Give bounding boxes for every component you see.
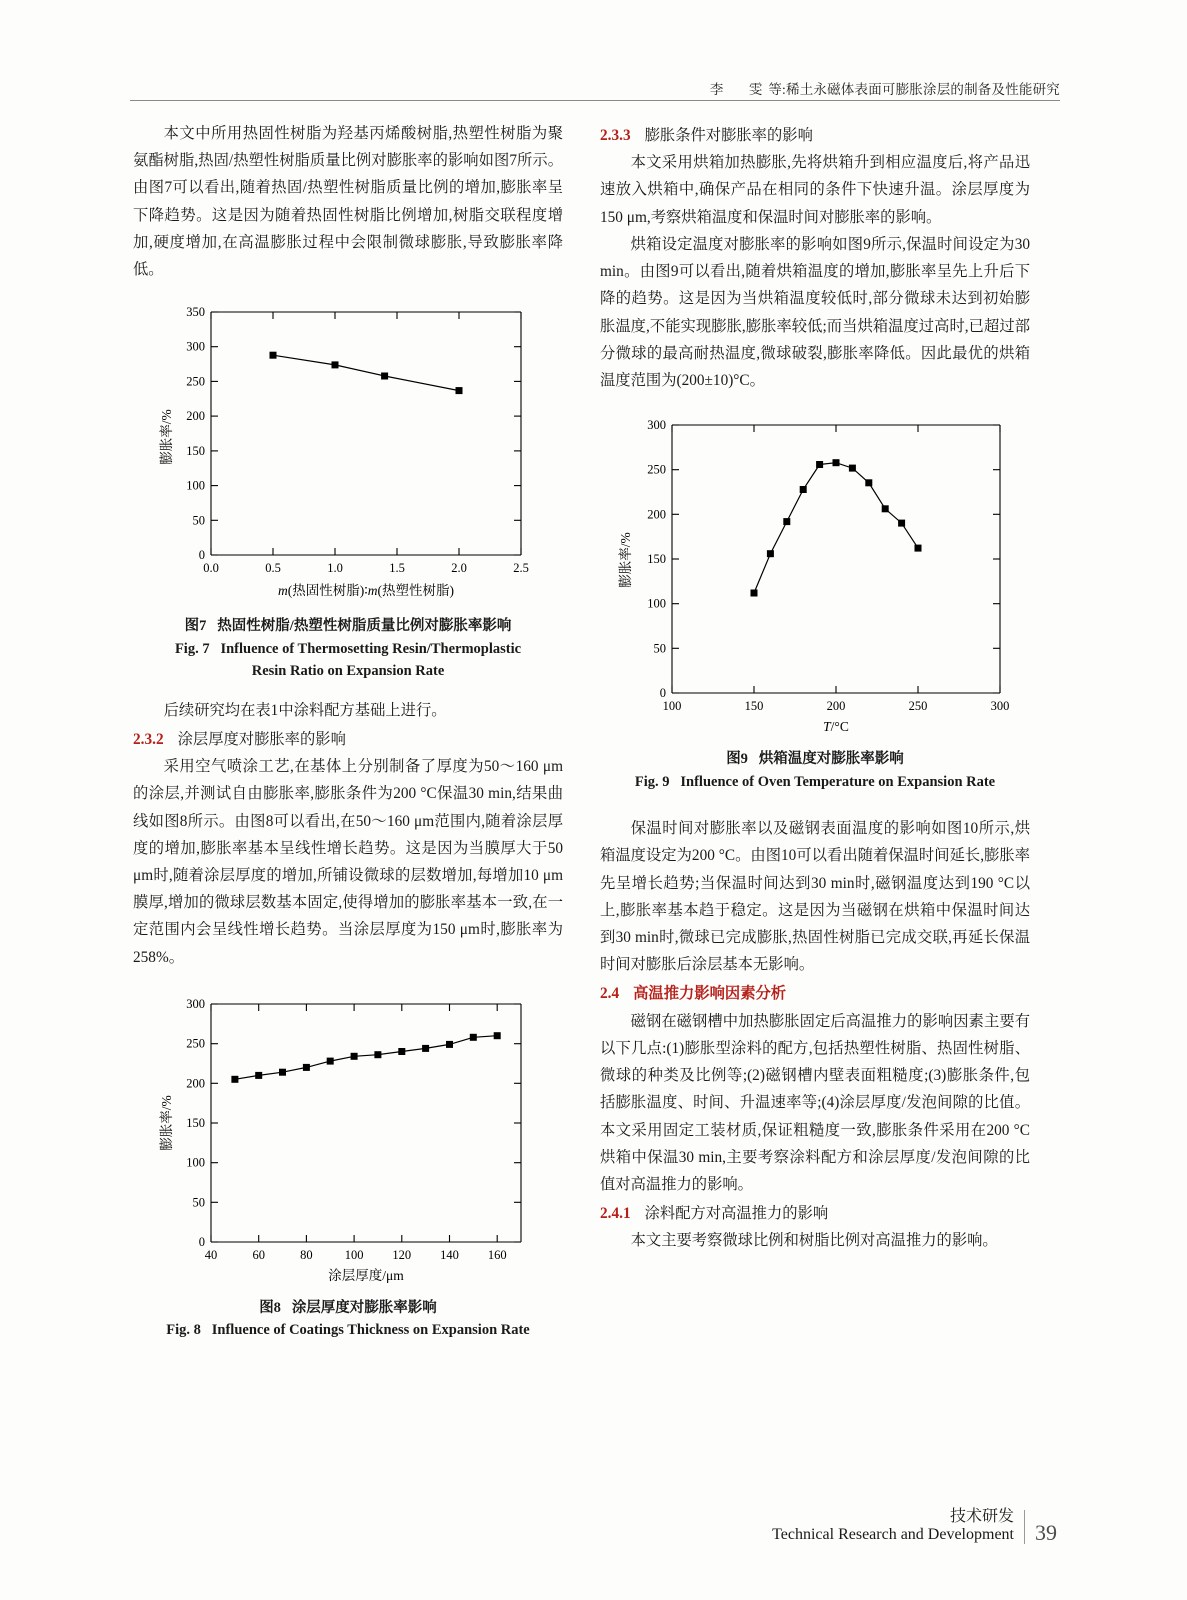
figure-9-caption-cn-num: 图9 xyxy=(726,751,748,768)
figure-9-chart xyxy=(600,410,1030,740)
figure-7-caption-cn-num: 图7 xyxy=(184,618,207,635)
figure-9 xyxy=(600,410,1030,740)
svg-text:1.0: 1.0 xyxy=(327,561,343,576)
svg-text:200: 200 xyxy=(647,507,666,522)
svg-text:100: 100 xyxy=(186,1155,205,1170)
svg-text:300: 300 xyxy=(990,699,1010,714)
right-column xyxy=(600,120,1030,1255)
svg-text:2.5: 2.5 xyxy=(513,561,529,576)
svg-text:300: 300 xyxy=(186,996,205,1011)
svg-text:60: 60 xyxy=(252,1247,265,1262)
svg-text:120: 120 xyxy=(392,1247,412,1262)
paragraph-holding-time: 保温时间对膨胀率以及磁钢表面温度的影响如图10所示,烘箱温度设定为200 °C。由图10可以看出随着保温时间延长,膨胀率先呈增长趋势;当保温时间达到30 min时,磁钢温度达到190 °C以上,膨胀率基本趋于稳定。这是因为当磁钢在烘箱中保温时间达到30 min时,微球已完成膨胀,热固性树脂已完成交联,再延长保温时间对膨胀后涂层基本无影响。 xyxy=(600,820,1030,974)
svg-text:100: 100 xyxy=(344,1247,364,1262)
paragraph-oven-temperature: 烘箱设定温度对膨胀率的影响如图9所示,保温时间设定为30 min。由图9可以看出,随着烘箱温度的增加,膨胀率呈先上升后下降的趋势。这是因为当烘箱温度较低时,部分微球未达到初始膨胀温度,不能实现膨胀,膨胀率较低;而当烘箱温度过高时,已超过部分微球的最高耐热温度,微球破裂,膨胀率降低。因此最优的烘箱温度范围为(200±10)°C。 xyxy=(600,235,1030,389)
svg-text:T/°C: T/°C xyxy=(823,719,849,735)
svg-text:80: 80 xyxy=(300,1247,313,1262)
svg-text:膨胀率/%: 膨胀率/% xyxy=(159,1095,174,1151)
svg-text:140: 140 xyxy=(440,1247,459,1262)
svg-text:150: 150 xyxy=(744,699,764,714)
svg-text:膨胀率/%: 膨胀率/% xyxy=(618,532,633,588)
page-footer xyxy=(772,1503,1057,1544)
svg-text:m(热固性树脂)∶m(热塑性树脂): m(热固性树脂)∶m(热塑性树脂) xyxy=(277,583,455,599)
svg-text:0.5: 0.5 xyxy=(265,561,281,576)
paragraph-formula-basis: 后续研究均在表1中涂料配方基础上进行。 xyxy=(163,701,447,719)
svg-text:50: 50 xyxy=(653,641,666,656)
figure-8-caption-cn: 涂层厚度对膨胀率影响 xyxy=(291,1299,437,1316)
figure-8 xyxy=(133,989,563,1289)
left-column xyxy=(133,120,563,1342)
svg-text:膨胀率/%: 膨胀率/% xyxy=(159,409,174,466)
svg-text:250: 250 xyxy=(908,699,928,714)
svg-text:1.5: 1.5 xyxy=(389,561,405,576)
svg-text:300: 300 xyxy=(647,418,666,433)
figure-7-caption-cn: 热固性树脂/热塑性树脂质量比例对膨胀率影响 xyxy=(217,618,512,635)
svg-text:250: 250 xyxy=(186,374,205,389)
section-2-4-1-number: 2.4.1 xyxy=(600,1205,631,1223)
section-2-3-2-title: 涂层厚度对膨胀率的影响 xyxy=(177,730,346,748)
svg-text:200: 200 xyxy=(826,699,846,714)
svg-text:150: 150 xyxy=(186,444,205,459)
footer-divider xyxy=(1024,1510,1025,1544)
svg-text:0: 0 xyxy=(659,686,666,701)
figure-9-caption-cn: 烘箱温度对膨胀率影响 xyxy=(758,751,904,768)
figure-8-caption-cn-num: 图8 xyxy=(259,1299,281,1316)
paragraph-coating-thickness: 采用空气喷涂工艺,在基体上分别制备了厚度为50～160 μm的涂层,并测试自由膨胀率,膨胀条件为200 °C保温30 min,结果曲线如图8所示。由图8可以看出,在50～160 μm范围内,随着涂层厚度的增加,膨胀率基本呈线性增长趋势。这是因为当膜厚大于50 μm时,随着涂层厚度的增加,所铺设微球的层数增加,每增加10 μm膜厚,增加的微球层数基本固定,使得增加的膨胀率基本一致,在一定范围内会呈线性增长趋势。当涂层厚度为150 μm时,膨胀率为258%。 xyxy=(133,758,563,966)
figure-8-caption-en: Influence of Coatings Thickness on Expansion Rate xyxy=(211,1322,530,1339)
footer-section-cn: 技术研发 xyxy=(949,1508,1014,1525)
figure-8-caption-en-num: Fig. 8 xyxy=(166,1322,201,1339)
figure-7-caption-en-line1: Influence of Thermosetting Resin/Thermoplastic xyxy=(220,640,522,657)
svg-text:50: 50 xyxy=(192,1195,205,1210)
svg-text:350: 350 xyxy=(186,305,205,320)
svg-text:2.0: 2.0 xyxy=(451,561,467,576)
svg-text:涂层厚度/μm: 涂层厚度/μm xyxy=(328,1267,404,1283)
svg-text:100: 100 xyxy=(186,478,205,493)
running-header xyxy=(130,78,1060,98)
section-2-4-title: 高温推力影响因素分析 xyxy=(633,985,787,1003)
svg-text:150: 150 xyxy=(647,552,666,567)
svg-text:40: 40 xyxy=(204,1247,218,1262)
section-2-3-3-title: 膨胀条件对膨胀率的影响 xyxy=(644,127,813,144)
paragraph-formula-thrust: 本文主要考察微球比例和树脂比例对高温推力的影响。 xyxy=(630,1232,998,1250)
section-2-3-3 xyxy=(600,122,1030,149)
figure-9-caption xyxy=(600,748,1030,793)
section-2-4-1 xyxy=(600,1200,1030,1227)
svg-text:250: 250 xyxy=(186,1036,205,1051)
svg-text:200: 200 xyxy=(186,1076,205,1091)
svg-text:0.0: 0.0 xyxy=(203,561,219,576)
section-2-4-number: 2.4 xyxy=(600,985,620,1003)
svg-text:160: 160 xyxy=(487,1247,507,1262)
svg-text:0: 0 xyxy=(198,548,205,563)
page-number: 39 xyxy=(1035,1520,1057,1545)
svg-text:300: 300 xyxy=(186,340,205,355)
section-2-4-1-title: 涂料配方对高温推力的影响 xyxy=(644,1205,829,1223)
figure-7-caption xyxy=(133,615,563,682)
paragraph-expansion-conditions: 本文采用烘箱加热膨胀,先将烘箱升到相应温度后,将产品迅速放入烘箱中,确保产品在相同的条件下快速升温。涂层厚度为150 μm,考察烘箱温度和保温时间对膨胀率的影响。 xyxy=(600,154,1030,226)
svg-text:200: 200 xyxy=(186,409,205,424)
paragraph-intro-resin-ratio: 本文中所用热固性树脂为羟基丙烯酸树脂,热塑性树脂为聚氨酯树脂,热固/热塑性树脂质量比例对膨胀率的影响如图7所示。由图7可以看出,随着热固/热塑性树脂质量比例的增加,膨胀率呈下降趋势。这是因为随着热固性树脂比例增加,树脂交联程度增加,硬度增加,在高温膨胀过程中会限制微球膨胀,导致膨胀率降低。 xyxy=(133,125,563,279)
svg-text:250: 250 xyxy=(647,462,666,477)
header-author: 李 雯 xyxy=(709,82,769,97)
figure-8-caption xyxy=(133,1297,563,1342)
figure-7 xyxy=(133,297,563,607)
figure-9-caption-en: Influence of Oven Temperature on Expansion Rate xyxy=(680,773,996,790)
section-2-3-2-number: 2.3.2 xyxy=(133,730,164,748)
figure-9-caption-en-num: Fig. 9 xyxy=(634,773,670,790)
section-2-4 xyxy=(600,980,1030,1007)
svg-text:50: 50 xyxy=(192,513,205,528)
svg-text:0: 0 xyxy=(198,1234,205,1249)
paragraph-thrust-factors: 磁钢在磁钢槽中加热膨胀固定后高温推力的影响因素主要有以下几点:(1)膨胀型涂料的配方,包括热塑性树脂、热固性树脂、微球的种类及比例等;(2)磁钢槽内壁表面粗糙度;(3)膨胀条件,包括膨胀温度、时间、升温速率等;(4)涂层厚度/发泡间隙的比值。本文采用固定工装材质,保证粗糙度一致,膨胀条件采用在200 °C烘箱中保温30 min,主要考察涂料配方和涂层厚度/发泡间隙的比值对高温推力的影响。 xyxy=(600,1012,1030,1193)
section-2-3-2 xyxy=(133,726,563,753)
svg-text:100: 100 xyxy=(662,699,682,714)
figure-7-caption-en-num: Fig. 7 xyxy=(174,640,210,657)
figure-7-chart xyxy=(133,297,563,607)
figure-7-caption-en-line2: Resin Ratio on Expansion Rate xyxy=(251,663,445,680)
figure-8-chart xyxy=(133,989,563,1289)
header-title: 等:稀土永磁体表面可膨胀涂层的制备及性能研究 xyxy=(768,82,1060,97)
svg-text:100: 100 xyxy=(647,596,666,611)
section-2-3-3-number: 2.3.3 xyxy=(600,127,631,144)
header-divider xyxy=(130,100,1060,101)
footer-section-en: Technical Research and Development xyxy=(772,1526,1014,1543)
svg-text:150: 150 xyxy=(186,1115,205,1130)
